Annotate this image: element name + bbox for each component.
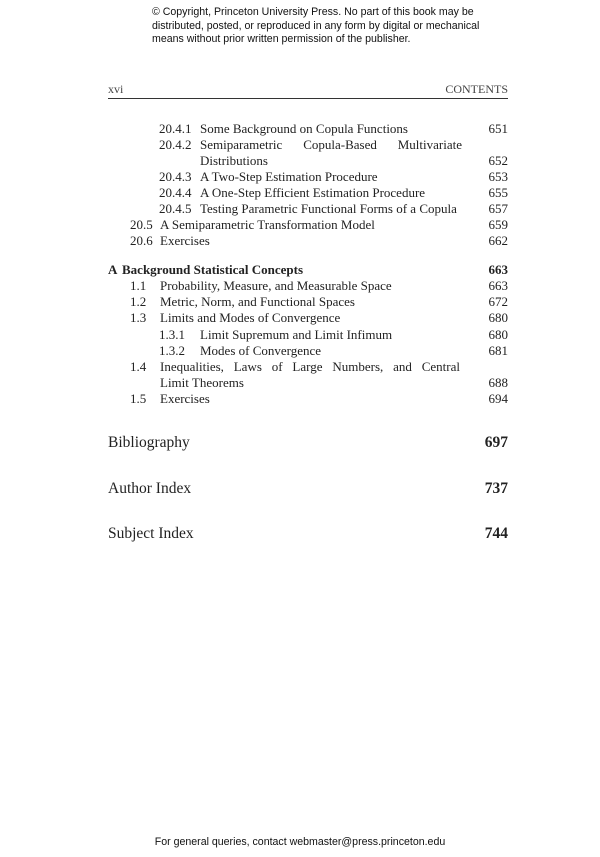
toc-entry-title: Author Index [108, 480, 192, 497]
toc-entry-title: Semiparametric Copula-Based Multivariate [200, 137, 462, 152]
toc-entry-page: 655 [488, 185, 508, 200]
toc-entry-page: 659 [488, 217, 508, 232]
toc-entry-number: 1.5 [130, 391, 147, 406]
toc-entry-page: 688 [488, 375, 508, 390]
toc-entry-number: 20.4.4 [159, 185, 192, 200]
toc-entry-page: 737 [484, 480, 508, 497]
toc-entry-page: 697 [484, 434, 508, 451]
header-rule [108, 98, 508, 99]
copyright-notice [152, 6, 479, 47]
toc-entry-page: 663 [488, 278, 508, 293]
page-number: xvi [108, 82, 124, 96]
toc-entry-title: Limit Theorems [160, 375, 244, 390]
toc-entry-number: A [108, 262, 118, 277]
toc-entry-number: 20.4.3 [159, 169, 192, 184]
running-title: CONTENTS [445, 82, 508, 96]
toc-entry-title: Testing Parametric Functional Forms of a Copula [200, 201, 457, 216]
footer-notice: For general queries, contact webmaster@press.princeton.edu [154, 836, 446, 848]
toc-entry-number: 20.4.1 [159, 121, 192, 136]
toc-entry-page: 694 [488, 391, 508, 406]
toc-entry-page: 651 [488, 121, 508, 136]
copyright-line: distributed, posted, or reproduced in any form by digital or mechanical [152, 19, 480, 32]
toc-entry-page: 657 [488, 201, 508, 216]
toc-entry-title: Exercises [160, 391, 210, 406]
toc-entry-page: 653 [488, 169, 508, 184]
copyright-line: © Copyright, Princeton University Press. No part of this book may be [152, 6, 474, 18]
toc-entry-number: 1.2 [130, 294, 147, 309]
toc-entry-number: 1.3.2 [159, 343, 185, 358]
toc-entry-title: Distributions [200, 153, 268, 168]
toc-entry-page: 652 [488, 153, 508, 168]
toc-entry-title: A Two-Step Estimation Procedure [200, 169, 378, 184]
toc-entry-page: 744 [484, 525, 508, 542]
toc-entry-page: 663 [488, 262, 508, 277]
toc-entry-title: Limit Supremum and Limit Infimum [200, 327, 393, 342]
copyright-line: means without prior written permission of the publisher. [152, 33, 411, 45]
toc-entry-page: 680 [488, 327, 508, 342]
toc-entry-title: Bibliography [108, 434, 190, 451]
toc-entry-number: 20.6 [130, 233, 153, 248]
toc-entry-title: Exercises [160, 233, 210, 248]
toc-entry-number: 1.3 [130, 310, 147, 325]
toc-entry-number: 20.4.2 [159, 137, 192, 152]
toc-entry-title: Metric, Norm, and Functional Spaces [160, 294, 355, 309]
toc-entry-title: Subject Index [108, 525, 194, 542]
toc-entry-number: 1.1 [130, 278, 147, 293]
toc-entry-title: Probability, Measure, and Measurable Space [160, 278, 392, 293]
toc-entry-number: 1.4 [130, 359, 147, 374]
toc-entry-title: A Semiparametric Transformation Model [160, 217, 375, 232]
toc-entry-page: 680 [488, 310, 508, 325]
toc-entry-title: Some Background on Copula Functions [200, 121, 408, 136]
toc-entry-title: Limits and Modes of Convergence [160, 310, 341, 325]
toc-entry-page: 662 [488, 233, 508, 248]
toc-entry-title: A One-Step Efficient Estimation Procedure [200, 185, 426, 200]
toc-entry-number: 20.4.5 [159, 201, 192, 216]
toc-entry-page: 672 [488, 294, 508, 309]
toc-entry-title: Background Statistical Concepts [122, 262, 304, 277]
toc-entry-page: 681 [488, 343, 508, 358]
toc-entry-title: Inequalities, Laws of Large Numbers, and Central [160, 359, 460, 374]
toc-entry-title: Modes of Convergence [200, 343, 322, 358]
toc-entry-number: 20.5 [130, 217, 153, 232]
toc-entry-number: 1.3.1 [159, 327, 185, 342]
